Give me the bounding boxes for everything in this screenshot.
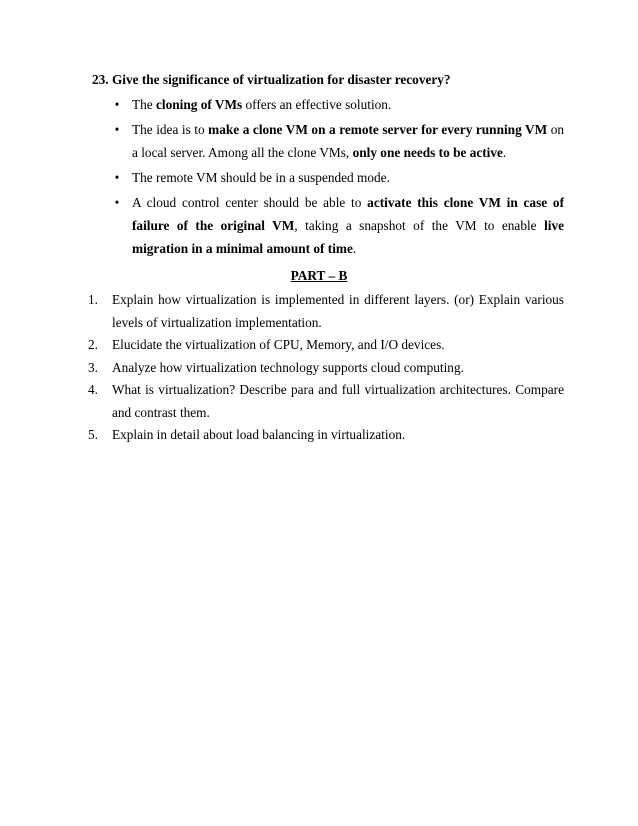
question-heading: 23. Give the significance of virtualization for disaster recovery?	[92, 72, 451, 87]
bullet-text-bold: cloning of VMs	[156, 97, 243, 112]
bullet-text-bold: only one needs to be active	[352, 145, 503, 160]
bullet-text-part: offers an effective solution.	[242, 97, 392, 112]
bullet-item	[114, 166, 564, 189]
part-b-question	[88, 424, 564, 447]
bullet-item	[114, 118, 565, 164]
bullet-icon: •	[114, 195, 120, 210]
bullet-text-bold: live migration in a minimal amount of time	[132, 218, 565, 256]
bullet-text-part: The	[132, 97, 156, 112]
bullet-text-part: The remote VM should be in a suspended mode.	[132, 170, 390, 185]
part-b-question	[88, 357, 564, 380]
part-b-question	[88, 379, 564, 424]
question-text: What is virtualization? Describe para and full virtualization architectures. Compare and contrast them.	[112, 382, 564, 420]
question-number: 4.	[88, 382, 98, 397]
part-b-question	[88, 289, 564, 334]
bullet-item	[114, 93, 564, 116]
question-text: Analyze how virtualization technology supports cloud computing.	[112, 359, 464, 375]
bullet-text-part: , taking a snapshot of the VM to enable	[294, 218, 545, 233]
question-text: Explain in detail about load balancing in virtualization.	[112, 427, 406, 442]
answer-bullet-list	[0, 93, 638, 260]
part-b-question-list	[0, 289, 638, 447]
question-number: 1.	[88, 292, 98, 307]
bullet-text-part: on a local server. Among all the clone VMs,	[132, 122, 565, 160]
question-number: 2.	[88, 337, 98, 352]
part-b-question	[88, 334, 564, 357]
bullet-text-part: A cloud control center should be able to	[132, 195, 368, 210]
bullet-text-part: .	[352, 241, 357, 256]
question-number: 3.	[88, 359, 98, 375]
bullet-text-bold: activate this clone VM in case of failure of the original VM	[132, 195, 564, 233]
question-text: Elucidate the virtualization of CPU, Memory, and I/O devices.	[112, 337, 445, 352]
bullet-icon: •	[114, 97, 120, 112]
section-title-part-b: PART – B	[290, 268, 348, 283]
bullet-icon: •	[114, 170, 120, 185]
question-text: Explain how virtualization is implemented in different layers. (or) Explain various levels of virtualization implementation.	[112, 292, 564, 330]
bullet-icon: •	[114, 122, 120, 137]
bullet-text-part: The idea is to	[132, 122, 209, 137]
bullet-text-part: .	[502, 145, 507, 160]
bullet-item	[114, 191, 565, 260]
bullet-text-bold: make a clone VM on a remote server for every running VM	[208, 122, 548, 137]
question-number: 5.	[88, 427, 98, 442]
